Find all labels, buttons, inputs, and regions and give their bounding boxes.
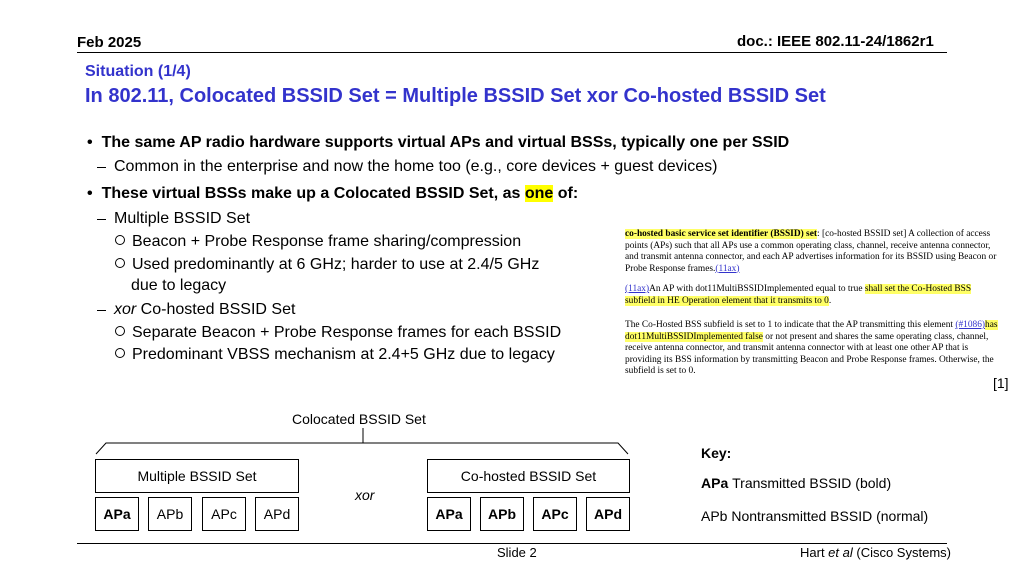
bullet-mbssid-2-text: Used predominantly at 6 GHz; harder to use at 2.4/5 GHz <box>132 256 540 273</box>
excerpt-subfield: The Co-Hosted BSS subfield is set to 1 to indicate that the AP transmitting this element (#1086)has dot11MultiBSSIDImplemented false or not present and shares the same operating class, channel, receive antenna connector, and transmit antenna connector with at least one other AP that is providing its BSS information by transmitting Beacon and Probe Response frames. Otherwise, the subfield is set to 0. <box>625 320 998 376</box>
bullet-1-text: The same AP radio hardware supports virtual APs and virtual BSSs, typically one per SSID <box>101 134 790 151</box>
key-nontransmitted-ap: APb <box>701 508 728 524</box>
excerpt-highlight: shall set the Co-Hosted BSS subfield in HE Operation element that it transmits to 0 <box>625 284 972 306</box>
bullet-cohost-text: Co-hosted BSSID Set <box>136 301 296 318</box>
excerpt-link[interactable]: (#1086) <box>955 320 986 330</box>
bullet-mbssid-1 <box>115 231 521 253</box>
footer-author: Hart et al (Cisco Systems) <box>800 545 951 560</box>
ap-box-transmitted: APb <box>480 497 524 531</box>
excerpt-link[interactable]: (11ax) <box>715 263 740 274</box>
bullet-2-text: These virtual BSSs make up a Colocated BSSID Set, as <box>101 185 525 202</box>
bullet-cohost-2 <box>115 344 555 366</box>
ap-box-transmitted: APa <box>427 497 471 531</box>
bullet-cohost-italic: xor <box>114 301 137 318</box>
slide-subtitle: Situation (1/4) <box>85 63 191 80</box>
dash-marker <box>97 167 106 168</box>
bracket-line <box>96 443 628 454</box>
ap-box-transmitted: APd <box>586 497 630 531</box>
excerpt-highlight: has dot11MultiBSSIDImplemented false <box>625 320 998 342</box>
footer-rule <box>77 543 947 544</box>
bullet-mbssid-2-cont: due to legacy <box>131 277 227 294</box>
bullet-mbssid-text: Multiple BSSID Set <box>114 210 251 227</box>
slide-title: In 802.11, Colocated BSSID Set = Multiple BSSID Set xor Co-hosted BSSID Set <box>85 85 826 107</box>
key-transmitted <box>701 475 891 491</box>
excerpt-definition: co-hosted basic service set identifier (BSSID) set: [co-hosted BSSID set] A collection of access points (APs) such that all APs use a common operating class, channel, receive antenna connector, and transmit antenna connector, and each AP advertises information for its BSSID using Beacon or Probe Response frames.(11ax) <box>625 229 997 274</box>
dash-marker <box>97 310 106 311</box>
bracket-diagram <box>92 428 632 458</box>
bullet-1-sub-text: Common in the enterprise and now the home too (e.g., core devices + guest devices) <box>114 158 718 175</box>
key-nontransmitted-desc: Nontransmitted BSSID (normal) <box>731 508 929 524</box>
key-transmitted-ap: APa <box>701 475 729 491</box>
key-nontransmitted <box>701 508 928 524</box>
excerpt-link[interactable]: (11ax) <box>625 284 650 294</box>
reference-marker: [1] <box>993 375 1009 391</box>
ap-box-nontransmitted: APd <box>255 497 299 531</box>
header-date: Feb 2025 <box>77 34 142 51</box>
circle-marker <box>115 258 125 268</box>
circle-marker <box>115 235 125 245</box>
bullet-mbssid-2 <box>115 254 539 276</box>
bullet-cohost-2-text: Predominant VBSS mechanism at 2.4+5 GHz due to legacy <box>132 346 555 363</box>
header-rule <box>77 52 947 53</box>
excerpt-requirement: (11ax)An AP with dot11MultiBSSIDImplemented equal to true shall set the Co-Hosted BSS subfield in HE Operation element that it transmits to 0. <box>625 284 972 306</box>
highlighted-word: one <box>524 185 554 202</box>
circle-marker <box>115 326 125 336</box>
bullet-2: • These virtual BSSs make up a Colocated BSSID Set, as one of: <box>87 185 579 202</box>
bullet-mbssid-1-text: Beacon + Probe Response frame sharing/compression <box>132 233 522 250</box>
bullet-1-sub <box>97 156 717 178</box>
key-transmitted-desc: Transmitted BSSID (bold) <box>732 475 892 491</box>
bullet-2-suffix: of: <box>553 185 579 202</box>
xor-label: xor <box>355 487 375 503</box>
ap-box-transmitted: APc <box>533 497 577 531</box>
standard-excerpt <box>625 229 1003 378</box>
ap-box-nontransmitted: APb <box>148 497 192 531</box>
colocated-label: Colocated BSSID Set <box>292 411 426 427</box>
bullet-1: • The same AP radio hardware supports virtual APs and virtual BSSs, typically one per SSID <box>87 134 790 151</box>
excerpt-term: co-hosted basic service set identifier (BSSID) set <box>625 229 817 239</box>
bullet-cohost <box>97 299 295 321</box>
multiple-bssid-set-box: Multiple BSSID Set <box>95 459 299 493</box>
ap-box-transmitted: APa <box>95 497 139 531</box>
slide-number: Slide 2 <box>497 545 537 560</box>
bullet-cohost-1-text: Separate Beacon + Probe Response frames for each BSSID <box>132 324 562 341</box>
circle-marker <box>115 348 125 358</box>
key-title: Key: <box>701 445 732 461</box>
cohosted-bssid-set-box: Co-hosted BSSID Set <box>427 459 630 493</box>
dash-marker <box>97 219 106 220</box>
header-doc-id: doc.: IEEE 802.11-24/1862r1 <box>737 33 934 50</box>
bullet-mbssid <box>97 208 250 230</box>
bullet-cohost-1 <box>115 322 561 344</box>
ap-box-nontransmitted: APc <box>202 497 246 531</box>
